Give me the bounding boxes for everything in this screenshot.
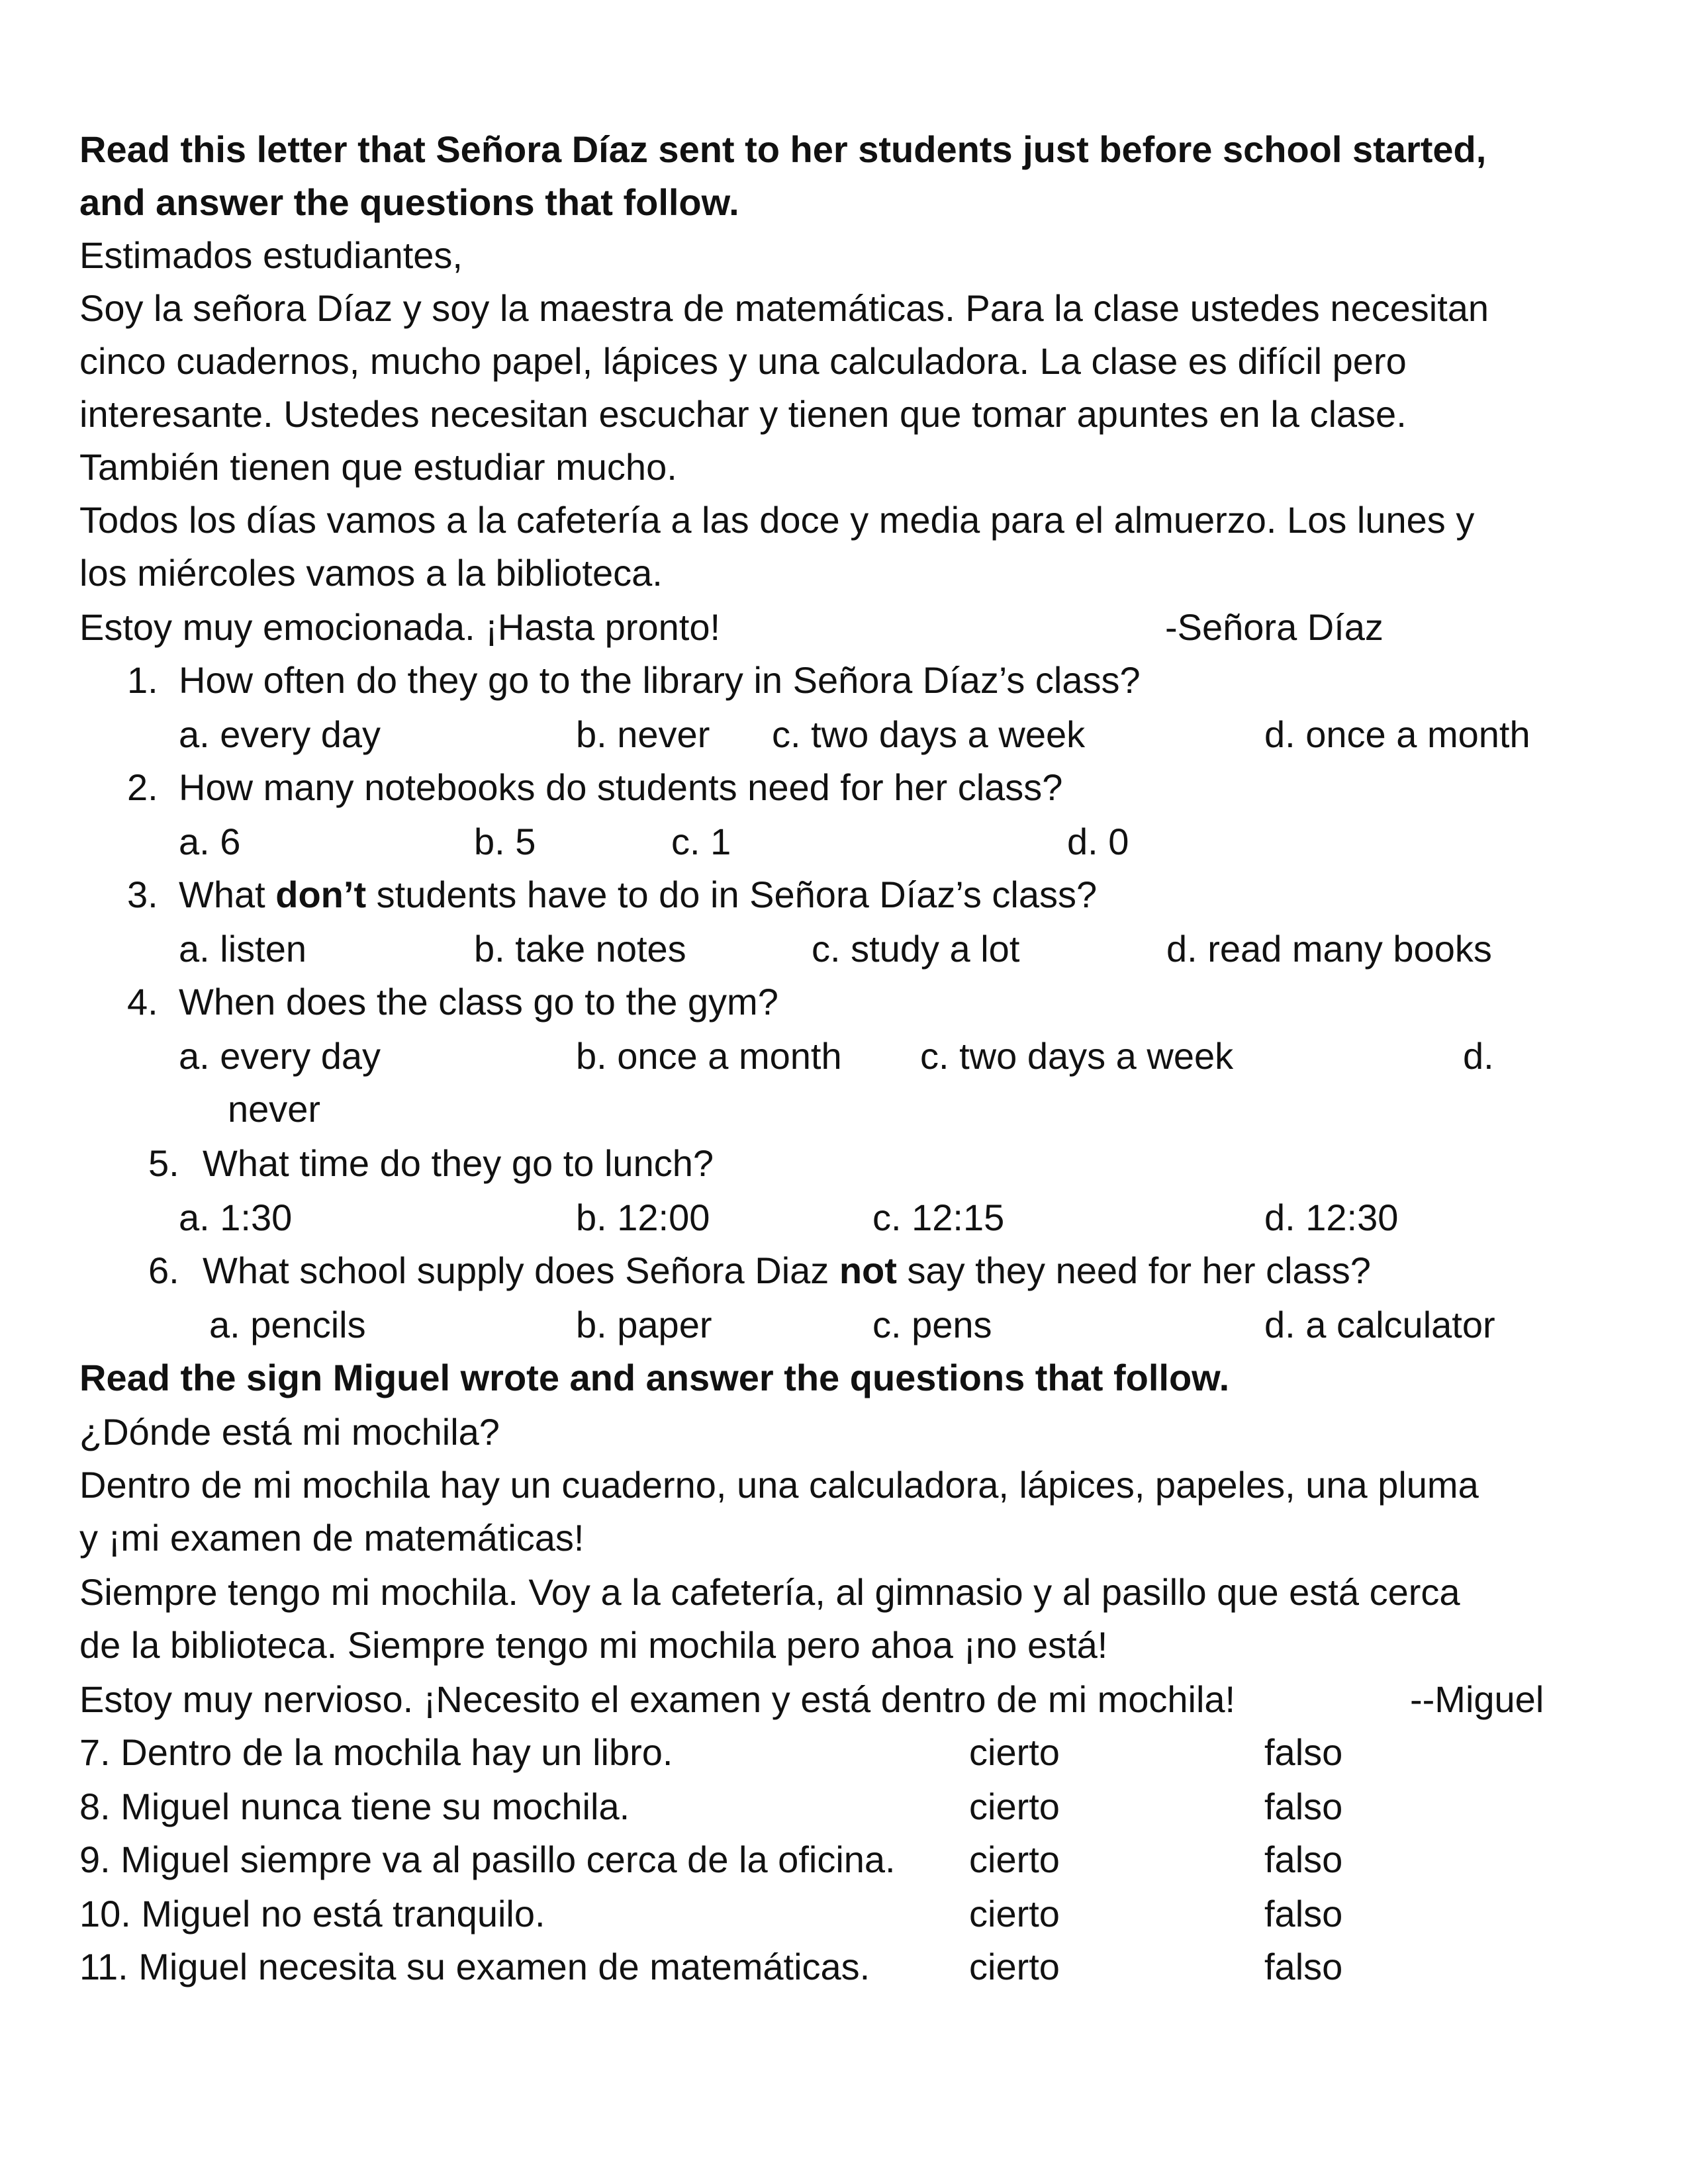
question-text-emphasis: don’t xyxy=(275,874,367,915)
section2-instruction: Read the sign Miguel wrote and answer the questions that follow. xyxy=(79,1357,1230,1398)
option-a: a. every day xyxy=(179,1035,381,1077)
question-6-options xyxy=(0,1298,1688,1351)
option-b: b. once a month xyxy=(576,1035,842,1077)
option-c: c. pens xyxy=(872,1304,992,1345)
question-text: When does the class go to the gym? xyxy=(179,981,778,1023)
letter-paragraph2-line1: Todos los días vamos a la cafetería a las doce y media para el almuerzo. Los lunes y xyxy=(79,499,1475,541)
sign-signature: --Miguel xyxy=(1410,1678,1544,1720)
question-5-options xyxy=(0,1191,1688,1244)
question-1 xyxy=(0,654,1688,707)
tf-true-option: cierto xyxy=(969,1893,1060,1934)
question-6 xyxy=(0,1244,1688,1297)
option-b: b. 12:00 xyxy=(576,1197,710,1238)
tf-false-option: falso xyxy=(1264,1731,1343,1773)
question-number: 2. xyxy=(127,766,158,808)
tf-item-9 xyxy=(0,1833,1688,1886)
question-5 xyxy=(0,1137,1688,1190)
option-b: b. paper xyxy=(576,1304,712,1345)
tf-false-option: falso xyxy=(1264,1839,1343,1880)
option-a: a. 1:30 xyxy=(179,1197,293,1238)
option-c: c. two days a week xyxy=(920,1035,1234,1077)
question-number: 4. xyxy=(127,981,158,1023)
sign-closing: Estoy muy nervioso. ¡Necesito el examen y está dentro de mi mochila! xyxy=(79,1678,1236,1720)
tf-true-option: cierto xyxy=(969,1946,1060,1987)
option-d: d. xyxy=(1463,1035,1494,1077)
tf-statement: 11. Miguel necesita su examen de matemáticas. xyxy=(79,1946,870,1987)
option-b: b. never xyxy=(576,713,710,755)
question-4-options-wrap xyxy=(0,1083,1688,1136)
question-text xyxy=(203,1244,1371,1297)
tf-statement: 10. Miguel no está tranquilo. xyxy=(79,1893,545,1934)
option-a: a. every day xyxy=(179,713,381,755)
sign-paragraph2-line1: Siempre tengo mi mochila. Voy a la cafetería, al gimnasio y al pasillo que está cerca xyxy=(79,1571,1460,1613)
letter-signature: -Señora Díaz xyxy=(1165,606,1383,648)
option-c: c. two days a week xyxy=(772,713,1086,755)
question-text-post: students have to do in Señora Díaz’s class? xyxy=(366,874,1098,915)
question-3-options xyxy=(0,923,1688,976)
letter-paragraph2-line2: los miércoles vamos a la biblioteca. xyxy=(79,552,663,594)
question-number: 5. xyxy=(148,1142,179,1184)
option-d: d. once a month xyxy=(1264,713,1530,755)
question-4-options xyxy=(0,1030,1688,1083)
option-a: a. 6 xyxy=(179,821,241,862)
question-3 xyxy=(0,868,1688,921)
option-c: c. 1 xyxy=(671,821,731,862)
option-b: b. 5 xyxy=(474,821,536,862)
sign-title: ¿Dónde está mi mochila? xyxy=(79,1411,500,1453)
tf-true-option: cierto xyxy=(969,1786,1060,1827)
tf-statement: 8. Miguel nunca tiene su mochila. xyxy=(79,1786,630,1827)
option-d-text: never xyxy=(228,1088,321,1130)
tf-item-10 xyxy=(0,1888,1688,1940)
letter-greeting: Estimados estudiantes, xyxy=(79,234,463,276)
question-text-post: say they need for her class? xyxy=(896,1250,1371,1291)
letter-paragraph1-line1: Soy la señora Díaz y soy la maestra de matemáticas. Para la clase ustedes necesitan xyxy=(79,287,1489,329)
question-number: 3. xyxy=(127,874,158,915)
option-c: c. 12:15 xyxy=(872,1197,1005,1238)
option-c: c. study a lot xyxy=(812,928,1020,970)
tf-item-11 xyxy=(0,1940,1688,1993)
option-a: a. listen xyxy=(179,928,306,970)
letter-paragraph1-line3: interesante. Ustedes necesitan escuchar y tienen que tomar apuntes en la clase. xyxy=(79,393,1407,435)
tf-false-option: falso xyxy=(1264,1946,1343,1987)
tf-item-8 xyxy=(0,1780,1688,1833)
tf-item-7 xyxy=(0,1726,1688,1779)
question-2 xyxy=(0,761,1688,814)
tf-statement: 9. Miguel siempre va al pasillo cerca de la oficina. xyxy=(79,1839,896,1880)
section1-instruction-line2: and answer the questions that follow. xyxy=(79,181,739,223)
question-number: 1. xyxy=(127,659,158,701)
option-d: d. 0 xyxy=(1067,821,1129,862)
question-text xyxy=(179,868,1097,921)
option-d: d. 12:30 xyxy=(1264,1197,1399,1238)
question-text: How many notebooks do students need for her class? xyxy=(179,766,1063,808)
question-text: What time do they go to lunch? xyxy=(203,1142,714,1184)
question-1-options xyxy=(0,708,1688,761)
sign-paragraph1-line2: y ¡mi examen de matemáticas! xyxy=(79,1517,585,1559)
tf-true-option: cierto xyxy=(969,1731,1060,1773)
option-d: d. a calculator xyxy=(1264,1304,1495,1345)
letter-closing: Estoy muy emocionada. ¡Hasta pronto! xyxy=(79,606,721,648)
option-b: b. take notes xyxy=(474,928,686,970)
sign-paragraph1-line1: Dentro de mi mochila hay un cuaderno, una calculadora, lápices, papeles, una pluma xyxy=(79,1464,1479,1506)
option-a: a. pencils xyxy=(209,1304,366,1345)
option-d: d. read many books xyxy=(1166,928,1492,970)
question-2-options xyxy=(0,815,1688,868)
letter-paragraph1-line2: cinco cuadernos, mucho papel, lápices y una calculadora. La clase es difícil pero xyxy=(79,340,1407,382)
question-4 xyxy=(0,976,1688,1028)
question-text-pre: What school supply does Señora Diaz xyxy=(203,1250,839,1291)
tf-statement: 7. Dentro de la mochila hay un libro. xyxy=(79,1731,673,1773)
question-text: How often do they go to the library in Señora Díaz’s class? xyxy=(179,659,1141,701)
tf-false-option: falso xyxy=(1264,1893,1343,1934)
question-number: 6. xyxy=(148,1250,179,1291)
letter-paragraph1-line4: También tienen que estudiar mucho. xyxy=(79,446,677,488)
question-text-pre: What xyxy=(179,874,276,915)
sign-paragraph2-line2: de la biblioteca. Siempre tengo mi mochila pero ahoa ¡no está! xyxy=(79,1624,1108,1666)
question-text-emphasis: not xyxy=(839,1250,897,1291)
tf-false-option: falso xyxy=(1264,1786,1343,1827)
tf-true-option: cierto xyxy=(969,1839,1060,1880)
section1-instruction-line1: Read this letter that Señora Díaz sent to her students just before school started, xyxy=(79,128,1487,170)
